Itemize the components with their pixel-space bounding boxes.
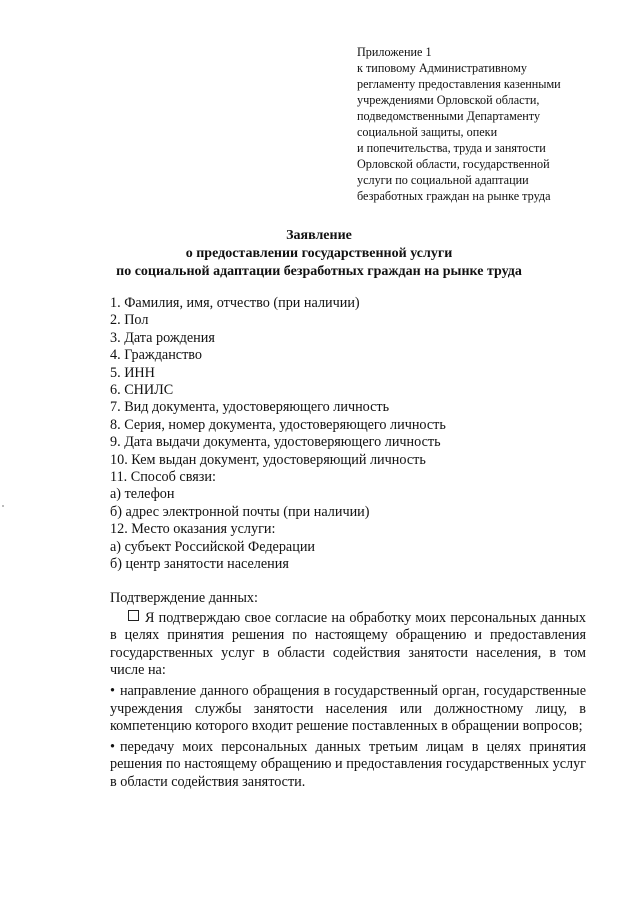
consent-checkbox[interactable] — [128, 610, 139, 621]
consent-bullet-1-text: направление данного обращения в государственный орган, государственные учреждения службы занятости населения или должностному лицу, в компетенцию которого входит решение поставленных в обращении вопросов; — [110, 682, 586, 735]
title-line-3: по социальной адаптации безработных граждан на рынке труда — [116, 264, 522, 279]
appendix-line: учреждениями Орловской области, — [357, 93, 540, 107]
field-inn[interactable]: 5. ИНН — [110, 364, 155, 381]
field-sex[interactable]: 2. Пол — [110, 312, 149, 329]
appendix-line: к типовому Административному — [357, 61, 527, 75]
title-line-2: о предоставлении государственной услуги — [185, 246, 453, 261]
appendix-line: Орловской области, государственной — [357, 157, 550, 171]
appendix-line: Приложение 1 — [357, 45, 432, 59]
consent-text: Я подтверждаю свое согласие на обработку моих персональных данных в целях принятия решения по настоящему обращению и предоставления государственных услуг в области содействия занятости населения, в том числе на: — [110, 609, 586, 679]
field-id-issue-date[interactable]: 9. Дата выдачи документа, удостоверяющего личность — [110, 434, 441, 451]
field-full-name[interactable]: 1. Фамилия, имя, отчество (при наличии) — [110, 295, 360, 311]
appendix-line: услуги по социальной адаптации — [357, 173, 529, 187]
form-fields-list — [110, 295, 590, 574]
appendix-line: социальной защиты, опеки — [357, 125, 498, 139]
title-line-1: Заявление — [286, 228, 352, 243]
appendix-line: безработных граждан на рынке труда — [357, 189, 551, 203]
appendix-note — [357, 44, 629, 204]
appendix-line: и попечительства, труда и занятости — [357, 141, 546, 155]
document-title — [60, 227, 578, 281]
data-confirmation-section — [110, 590, 586, 792]
bullet-icon: • — [110, 682, 115, 699]
consent-bullet-2 — [110, 739, 586, 792]
field-id-issued-by[interactable]: 10. Кем выдан документ, удостоверяющий личность — [110, 451, 426, 468]
appendix-line: регламенту предоставления казенными — [357, 77, 561, 91]
field-phone[interactable]: а) телефон — [110, 486, 175, 503]
field-id-document-type[interactable]: 7. Вид документа, удостоверяющего личность — [110, 399, 390, 416]
field-birth-date[interactable]: 3. Дата рождения — [110, 329, 215, 346]
field-email[interactable]: б) адрес электронной почты (при наличии) — [110, 503, 370, 520]
field-contact-method: 11. Способ связи: — [110, 469, 216, 486]
confirmation-heading: Подтверждение данных: — [110, 590, 258, 606]
field-employment-center[interactable]: б) центр занятости населения — [110, 556, 289, 573]
consent-bullet-2-text: передачу моих персональных данных третьим лицам в целях принятия решения по настоящему обращению и предоставления государственных услуг в области содействия занятости. — [110, 738, 586, 790]
field-snils[interactable]: 6. СНИЛС — [110, 382, 174, 399]
appendix-line: подведомственными Департаменту — [357, 109, 541, 123]
field-citizenship[interactable]: 4. Гражданство — [110, 347, 202, 364]
consent-bullet-1 — [110, 683, 586, 736]
bullet-icon: • — [110, 738, 115, 755]
field-federal-subject[interactable]: а) субъект Российской Федерации — [110, 538, 316, 555]
consent-paragraph — [110, 610, 586, 680]
scan-speck — [2, 505, 4, 507]
field-service-place: 12. Место оказания услуги: — [110, 521, 276, 538]
field-id-document-number[interactable]: 8. Серия, номер документа, удостоверяющего личность — [110, 416, 446, 433]
